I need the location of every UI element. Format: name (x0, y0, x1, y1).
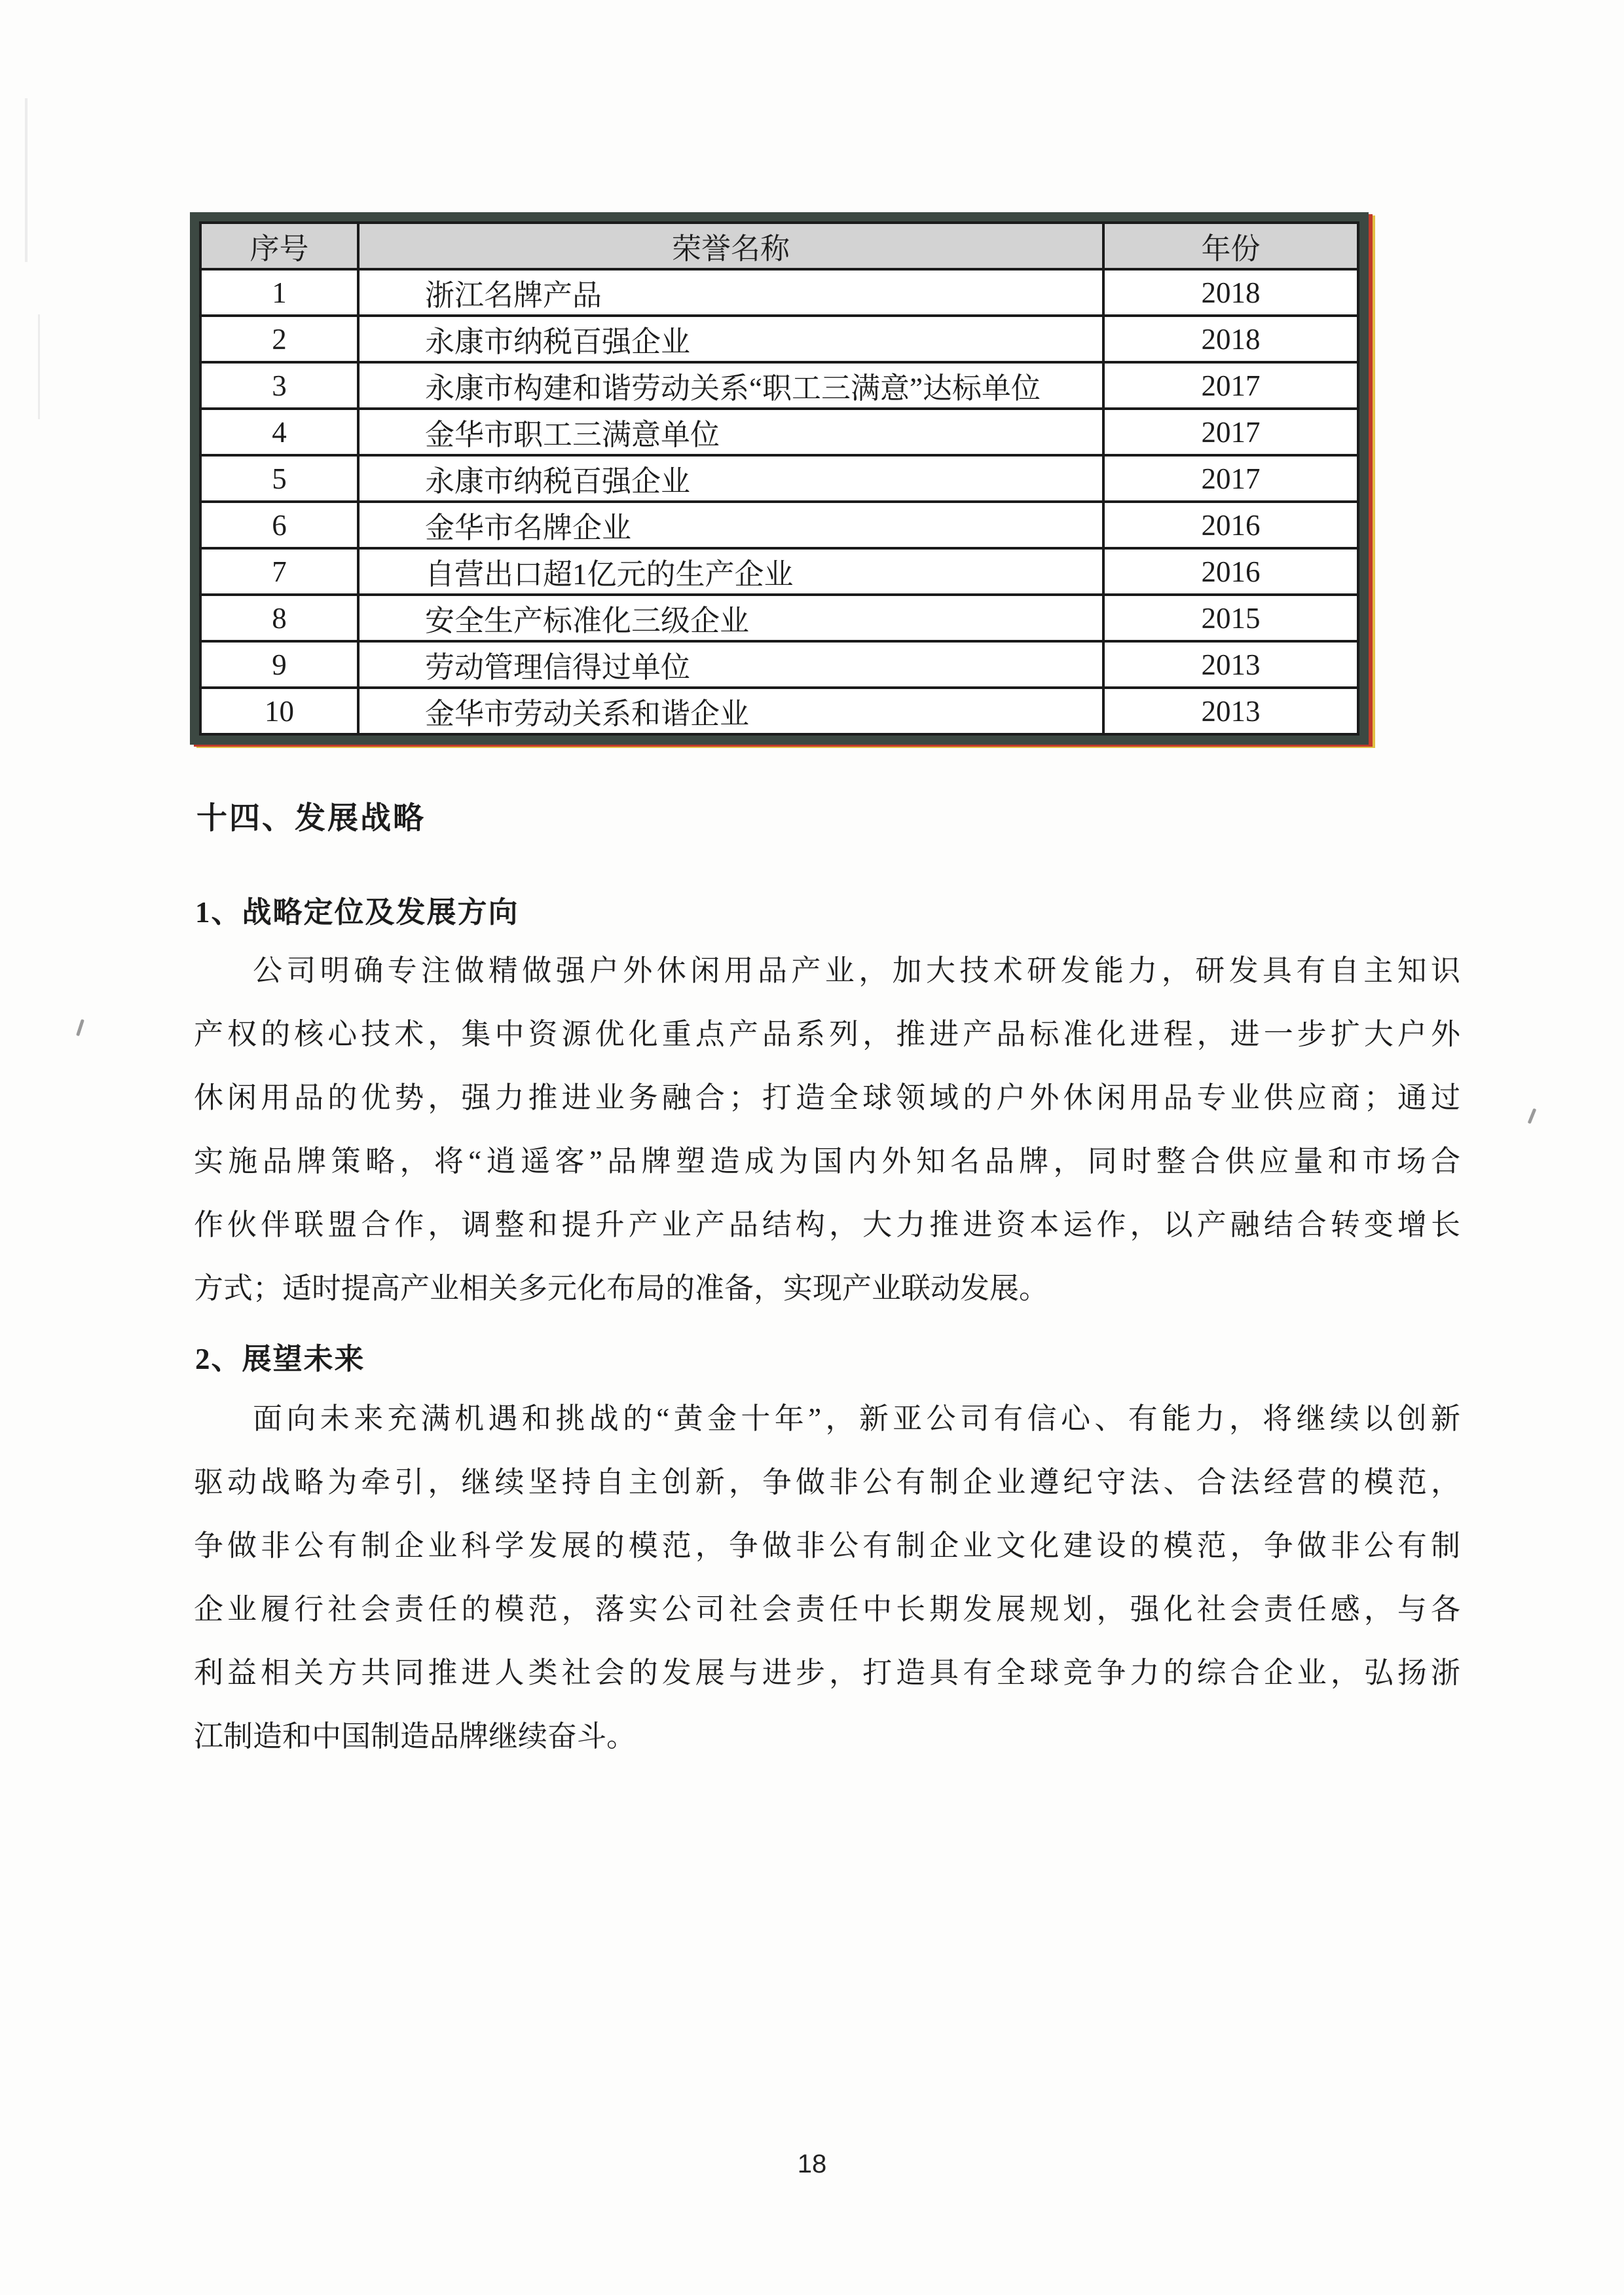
cell-year: 2013 (1103, 641, 1358, 688)
table-row (200, 688, 1358, 734)
paragraph-line: 企业履行社会责任的模范，落实公司社会责任中长期发展规划，强化社会责任感，与各 (194, 1593, 1460, 1626)
header-year: 年份 (1103, 223, 1358, 269)
page-number: 18 (797, 2150, 827, 2178)
cell-name: 自营出口超1亿元的生产企业 (358, 548, 1103, 595)
subsection-title-2: 2、展望未来 (195, 1343, 365, 1375)
paragraph-1 (194, 939, 1460, 1320)
cell-year: 2013 (1103, 688, 1358, 734)
cell-year: 2017 (1103, 362, 1358, 409)
table-header-row (200, 223, 1358, 269)
scan-artifact (25, 98, 28, 262)
header-name: 荣誉名称 (358, 223, 1103, 269)
table-row (200, 502, 1358, 548)
paragraph-line: 争做非公有制企业科学发展的模范，争做非公有制企业文化建设的模范，争做非公有制 (194, 1529, 1460, 1562)
cell-year: 2018 (1103, 269, 1358, 316)
cell-name: 金华市名牌企业 (358, 502, 1103, 548)
cell-year: 2016 (1103, 502, 1358, 548)
cell-name: 永康市纳税百强企业 (358, 316, 1103, 362)
cell-no: 8 (200, 595, 358, 641)
paragraph-line: 面向未来充满机遇和挑战的“黄金十年”，新亚公司有信心、有能力，将继续以创新 (253, 1402, 1460, 1435)
scan-artifact (1528, 1108, 1537, 1124)
cell-year: 2015 (1103, 595, 1358, 641)
cell-year: 2017 (1103, 455, 1358, 502)
table-row (200, 269, 1358, 316)
scan-artifact (76, 1019, 84, 1036)
cell-no: 4 (200, 409, 358, 455)
paragraph-line: 利益相关方共同推进人类社会的发展与进步，打造具有全球竞争力的综合企业，弘扬浙 (194, 1656, 1460, 1689)
cell-no: 1 (200, 269, 358, 316)
cell-name: 永康市纳税百强企业 (358, 455, 1103, 502)
cell-no: 3 (200, 362, 358, 409)
table-row (200, 641, 1358, 688)
cell-name: 浙江名牌产品 (358, 269, 1103, 316)
paragraph-line: 作伙伴联盟合作，调整和提升产业产品结构，大力推进资本运作，以产融结合转变增长 (194, 1208, 1460, 1241)
cell-name: 劳动管理信得过单位 (358, 641, 1103, 688)
table-row (200, 316, 1358, 362)
paragraph-2 (194, 1387, 1460, 1768)
subsection-title-1: 1、战略定位及发展方向 (195, 896, 519, 929)
table-row (200, 362, 1358, 409)
header-no: 序号 (200, 223, 358, 269)
table-row (200, 409, 1358, 455)
paragraph-line: 方式；适时提高产业相关多元化布局的准备，实现产业联动发展。 (194, 1272, 1049, 1305)
cell-year: 2016 (1103, 548, 1358, 595)
cell-year: 2017 (1103, 409, 1358, 455)
cell-name: 安全生产标准化三级企业 (358, 595, 1103, 641)
cell-no: 2 (200, 316, 358, 362)
table-row (200, 548, 1358, 595)
cell-no: 6 (200, 502, 358, 548)
cell-no: 9 (200, 641, 358, 688)
paragraph-line: 休闲用品的优势，强力推进业务融合；打造全球领域的户外休闲用品专业供应商；通过 (194, 1081, 1460, 1114)
cell-name: 金华市职工三满意单位 (358, 409, 1103, 455)
paragraph-line: 实施品牌策略，将“逍遥客”品牌塑造成为国内外知名品牌，同时整合供应量和市场合 (194, 1145, 1460, 1178)
table-row (200, 595, 1358, 641)
honors-table (190, 212, 1369, 745)
section-heading: 十四、发展战略 (196, 802, 426, 836)
table-row (200, 455, 1358, 502)
scan-artifact (38, 314, 40, 419)
paragraph-line: 产权的核心技术，集中资源优化重点产品系列，推进产品标准化进程，进一步扩大户外 (194, 1018, 1460, 1051)
cell-no: 10 (200, 688, 358, 734)
paragraph-line: 江制造和中国制造品牌继续奋斗。 (194, 1720, 637, 1753)
paragraph-line: 公司明确专注做精做强户外休闲用品产业，加大技术研发能力，研发具有自主知识 (253, 954, 1460, 987)
cell-year: 2018 (1103, 316, 1358, 362)
cell-no: 5 (200, 455, 358, 502)
paragraph-line: 驱动战略为牵引，继续坚持自主创新，争做非公有制企业遵纪守法、合法经营的模范， (194, 1466, 1460, 1499)
cell-name: 永康市构建和谐劳动关系“职工三满意”达标单位 (358, 362, 1103, 409)
cell-name: 金华市劳动关系和谐企业 (358, 688, 1103, 734)
cell-no: 7 (200, 548, 358, 595)
